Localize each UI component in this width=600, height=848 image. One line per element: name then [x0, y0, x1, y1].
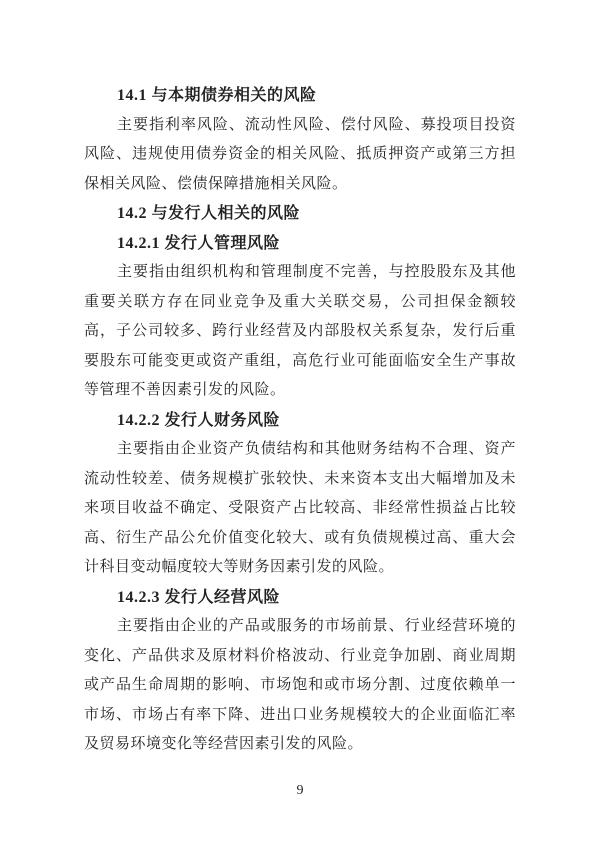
section-paragraph-14-2-2: 主要指由企业资产负债结构和其他财务结构不合理、资产流动性较差、债务规模扩张较快、未来资本支出大幅增加及未来项目收益不确定、受限资产占比较高、非经常性损益占比较高、衍生产品公允价值变化较大、或有负债规模过高、重大会计科目变动幅度较大等财务因素引发的风险。	[84, 441, 516, 575]
section-paragraph-14-2-1: 主要指由组织机构和管理制度不完善，与控股股东及其他重要关联方存在同业竞争及重大关联交易，公司担保金额较高，子公司较多、跨行业经营及内部股权关系复杂，发行后重要股东可能变更或资产重组，高危行业可能面临安全生产事故等管理不善因素引发的风险。	[84, 264, 516, 398]
section-heading-14-2-3: 14.2.3 发行人经营风险	[117, 588, 281, 606]
section-paragraph-14-2-3: 主要指由企业的产品或服务的市场前景、行业经营环境的变化、产品供求及原材料价格波动、行业竞争加剧、商业周期或产品生命周期的影响、市场饱和或市场分割、过度依赖单一市场、市场占有率下降、进出口业务规模较大的企业面临汇率及贸易环境变化等经营因素引发的风险。	[84, 618, 516, 752]
section-heading-14-2: 14.2 与发行人相关的风险	[117, 205, 301, 222]
page-number: 9	[296, 783, 304, 798]
document-content	[84, 81, 516, 760]
section-heading-14-2-2: 14.2.2 发行人财务风险	[117, 411, 281, 429]
section-heading-14-2-1: 14.2.1 发行人管理风险	[117, 234, 281, 252]
section-paragraph-14-1: 主要指利率风险、流动性风险、偿付风险、募投项目投资风险、违规使用债券资金的相关风险、抵质押资产或第三方担保相关风险、偿债保障措施相关风险。	[84, 116, 516, 192]
section-heading-14-1: 14.1 与本期债券相关的风险	[117, 87, 317, 104]
